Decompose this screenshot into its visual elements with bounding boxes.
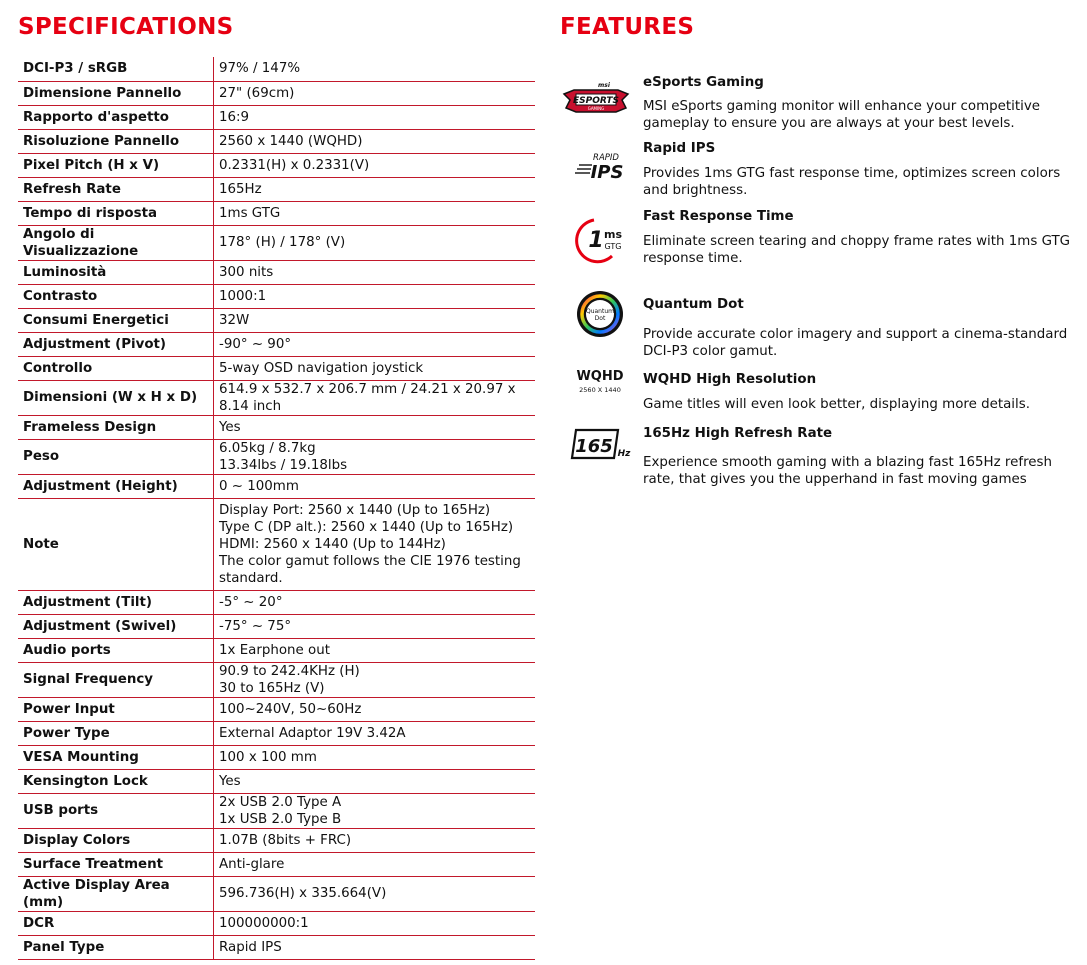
spec-label: Active Display Area (mm)	[18, 876, 214, 911]
svg-text:Dot: Dot	[594, 315, 606, 322]
spec-label: Dimensioni (W x H x D)	[18, 380, 214, 415]
spec-value: 2560 x 1440 (WQHD)	[214, 129, 536, 153]
feature-fast-response-time	[560, 208, 1080, 278]
feature-description: Provide accurate color imagery and support a cinema-standard DCI-P3 color gamut.	[643, 327, 1068, 359]
spec-row	[18, 415, 535, 439]
spec-label: Panel Type	[18, 935, 214, 959]
svg-text:GAMING: GAMING	[587, 106, 605, 111]
spec-row	[18, 57, 535, 81]
spec-row	[18, 638, 535, 662]
spec-label: Controllo	[18, 356, 214, 380]
165hz-icon	[560, 426, 632, 462]
spec-label: Tempo di risposta	[18, 201, 214, 225]
spec-row	[18, 380, 535, 415]
spec-value: 100 x 100 mm	[214, 745, 536, 769]
feature-description: Provides 1ms GTG fast response time, optimizes screen colors and brightness.	[643, 166, 1061, 198]
spec-value: 90.9 to 242.4KHz (H) 30 to 165Hz (V)	[214, 662, 536, 697]
rapid-ips-icon	[560, 148, 632, 184]
spec-row	[18, 356, 535, 380]
spec-value: 100~240V, 50~60Hz	[214, 697, 536, 721]
spec-value: 97% / 147%	[214, 57, 536, 81]
spec-label: Adjustment (Height)	[18, 474, 214, 498]
feature-title: Rapid IPS	[643, 141, 716, 156]
svg-text:ESPORTS: ESPORTS	[572, 96, 620, 106]
spec-label: DCR	[18, 911, 214, 935]
spec-label: Risoluzione Pannello	[18, 129, 214, 153]
spec-row	[18, 721, 535, 745]
spec-row	[18, 129, 535, 153]
feature-title: Fast Response Time	[643, 209, 794, 224]
svg-text:Hz: Hz	[617, 449, 631, 459]
spec-row	[18, 81, 535, 105]
spec-row	[18, 439, 535, 474]
spec-row	[18, 177, 535, 201]
spec-row	[18, 308, 535, 332]
svg-text:msi: msi	[598, 82, 610, 89]
spec-row	[18, 911, 535, 935]
spec-row	[18, 284, 535, 308]
feature-description: Experience smooth gaming with a blazing fast 165Hz refresh rate, that gives you the upperhand in fast moving games	[643, 455, 1052, 487]
spec-value: 100000000:1	[214, 911, 536, 935]
spec-value: -75° ~ 75°	[214, 614, 536, 638]
spec-label: Adjustment (Pivot)	[18, 332, 214, 356]
feature-description: MSI eSports gaming monitor will enhance your competitive gameplay to ensure you are always at your best levels.	[643, 99, 1040, 131]
spec-row	[18, 828, 535, 852]
feature-quantum-dot	[560, 284, 1080, 359]
spec-row	[18, 935, 535, 959]
1ms-gtg-icon	[560, 216, 632, 266]
spec-row	[18, 498, 535, 590]
svg-text:2560 X 1440: 2560 X 1440	[579, 386, 621, 394]
spec-value: 596.736(H) x 335.664(V)	[214, 876, 536, 911]
features-section	[560, 12, 1080, 487]
feature-rapid-ips	[560, 140, 1080, 200]
spec-value: -5° ~ 20°	[214, 590, 536, 614]
spec-value: 0 ~ 100mm	[214, 474, 536, 498]
spec-row	[18, 153, 535, 177]
feature-wqhd-high-resolution	[560, 358, 1080, 412]
spec-value: 32W	[214, 308, 536, 332]
spec-value: 178° (H) / 178° (V)	[214, 225, 536, 260]
svg-text:ms: ms	[603, 228, 623, 241]
specifications-title: SPECIFICATIONS	[18, 14, 234, 40]
spec-label: Rapporto d'aspetto	[18, 105, 214, 129]
spec-label: Kensington Lock	[18, 769, 214, 793]
spec-label: Signal Frequency	[18, 662, 214, 697]
spec-row	[18, 105, 535, 129]
svg-text:RAPID: RAPID	[593, 153, 619, 163]
feature-title: WQHD High Resolution	[643, 372, 817, 387]
feature-title: Quantum Dot	[643, 297, 744, 312]
feature-esports-gaming	[560, 72, 1080, 142]
svg-text:Quantum: Quantum	[585, 308, 615, 315]
spec-label: Frameless Design	[18, 415, 214, 439]
spec-value: Anti-glare	[214, 852, 536, 876]
spec-row	[18, 745, 535, 769]
spec-value: 165Hz	[214, 177, 536, 201]
svg-text:GTG: GTG	[604, 242, 622, 251]
spec-value: Yes	[214, 769, 536, 793]
spec-value: 27" (69cm)	[214, 81, 536, 105]
specifications-table	[18, 57, 535, 960]
spec-value: 0.2331(H) x 0.2331(V)	[214, 153, 536, 177]
spec-label: Display Colors	[18, 828, 214, 852]
svg-text:1: 1	[588, 228, 604, 253]
spec-value: Rapid IPS	[214, 935, 536, 959]
spec-value: External Adaptor 19V 3.42A	[214, 721, 536, 745]
spec-value: 1.07B (8bits + FRC)	[214, 828, 536, 852]
spec-label: Consumi Energetici	[18, 308, 214, 332]
spec-value: Display Port: 2560 x 1440 (Up to 165Hz) Type C (DP alt.): 2560 x 1440 (Up to 165Hz) HDMI: 2560 x 1440 (Up to 144Hz) The color gamut follows the CIE 1976 testing standard.	[214, 498, 536, 590]
spec-row	[18, 852, 535, 876]
spec-row	[18, 260, 535, 284]
spec-label: Adjustment (Tilt)	[18, 590, 214, 614]
spec-row	[18, 590, 535, 614]
spec-label: Note	[18, 498, 214, 590]
feature-title: 165Hz High Refresh Rate	[643, 426, 833, 441]
esports-logo-icon	[560, 78, 632, 122]
spec-row	[18, 876, 535, 911]
quantum-dot-icon	[560, 288, 632, 340]
spec-label: Peso	[18, 439, 214, 474]
spec-value: 2x USB 2.0 Type A 1x USB 2.0 Type B	[214, 793, 536, 828]
spec-row	[18, 662, 535, 697]
spec-value: 300 nits	[214, 260, 536, 284]
spec-label: Refresh Rate	[18, 177, 214, 201]
spec-row	[18, 697, 535, 721]
svg-text:165: 165	[575, 436, 613, 457]
spec-row	[18, 614, 535, 638]
spec-label: Audio ports	[18, 638, 214, 662]
spec-label: USB ports	[18, 793, 214, 828]
spec-row	[18, 201, 535, 225]
spec-value: 6.05kg / 8.7kg 13.34lbs / 19.18lbs	[214, 439, 536, 474]
spec-label: Angolo di Visualizzazione	[18, 225, 214, 260]
feature-title: eSports Gaming	[643, 75, 764, 90]
spec-label: Power Input	[18, 697, 214, 721]
feature-description: Game titles will even look better, displaying more details.	[643, 397, 1030, 412]
spec-label: Surface Treatment	[18, 852, 214, 876]
spec-label: Pixel Pitch (H x V)	[18, 153, 214, 177]
spec-label: Contrasto	[18, 284, 214, 308]
spec-label: Adjustment (Swivel)	[18, 614, 214, 638]
spec-label: Dimensione Pannello	[18, 81, 214, 105]
spec-value: 1x Earphone out	[214, 638, 536, 662]
spec-label: Power Type	[18, 721, 214, 745]
spec-value: 1ms GTG	[214, 201, 536, 225]
spec-value: 5-way OSD navigation joystick	[214, 356, 536, 380]
spec-row	[18, 474, 535, 498]
spec-row	[18, 225, 535, 260]
wqhd-icon	[560, 366, 632, 396]
spec-value: Yes	[214, 415, 536, 439]
spec-label: VESA Mounting	[18, 745, 214, 769]
spec-value: -90° ~ 90°	[214, 332, 536, 356]
features-title: FEATURES	[560, 14, 695, 40]
spec-row	[18, 332, 535, 356]
svg-text:WQHD: WQHD	[576, 369, 624, 384]
feature-165hz-high-refresh-rate	[560, 410, 1080, 487]
spec-row	[18, 793, 535, 828]
spec-value: 614.9 x 532.7 x 206.7 mm / 24.21 x 20.97 x 8.14 inch	[214, 380, 536, 415]
spec-row	[18, 769, 535, 793]
feature-description: Eliminate screen tearing and choppy frame rates with 1ms GTG response time.	[643, 234, 1071, 266]
spec-label: DCI-P3 / sRGB	[18, 57, 214, 81]
spec-value: 1000:1	[214, 284, 536, 308]
svg-text:IPS: IPS	[590, 162, 624, 183]
specifications-section	[18, 12, 535, 960]
spec-value: 16:9	[214, 105, 536, 129]
spec-label: Luminosità	[18, 260, 214, 284]
